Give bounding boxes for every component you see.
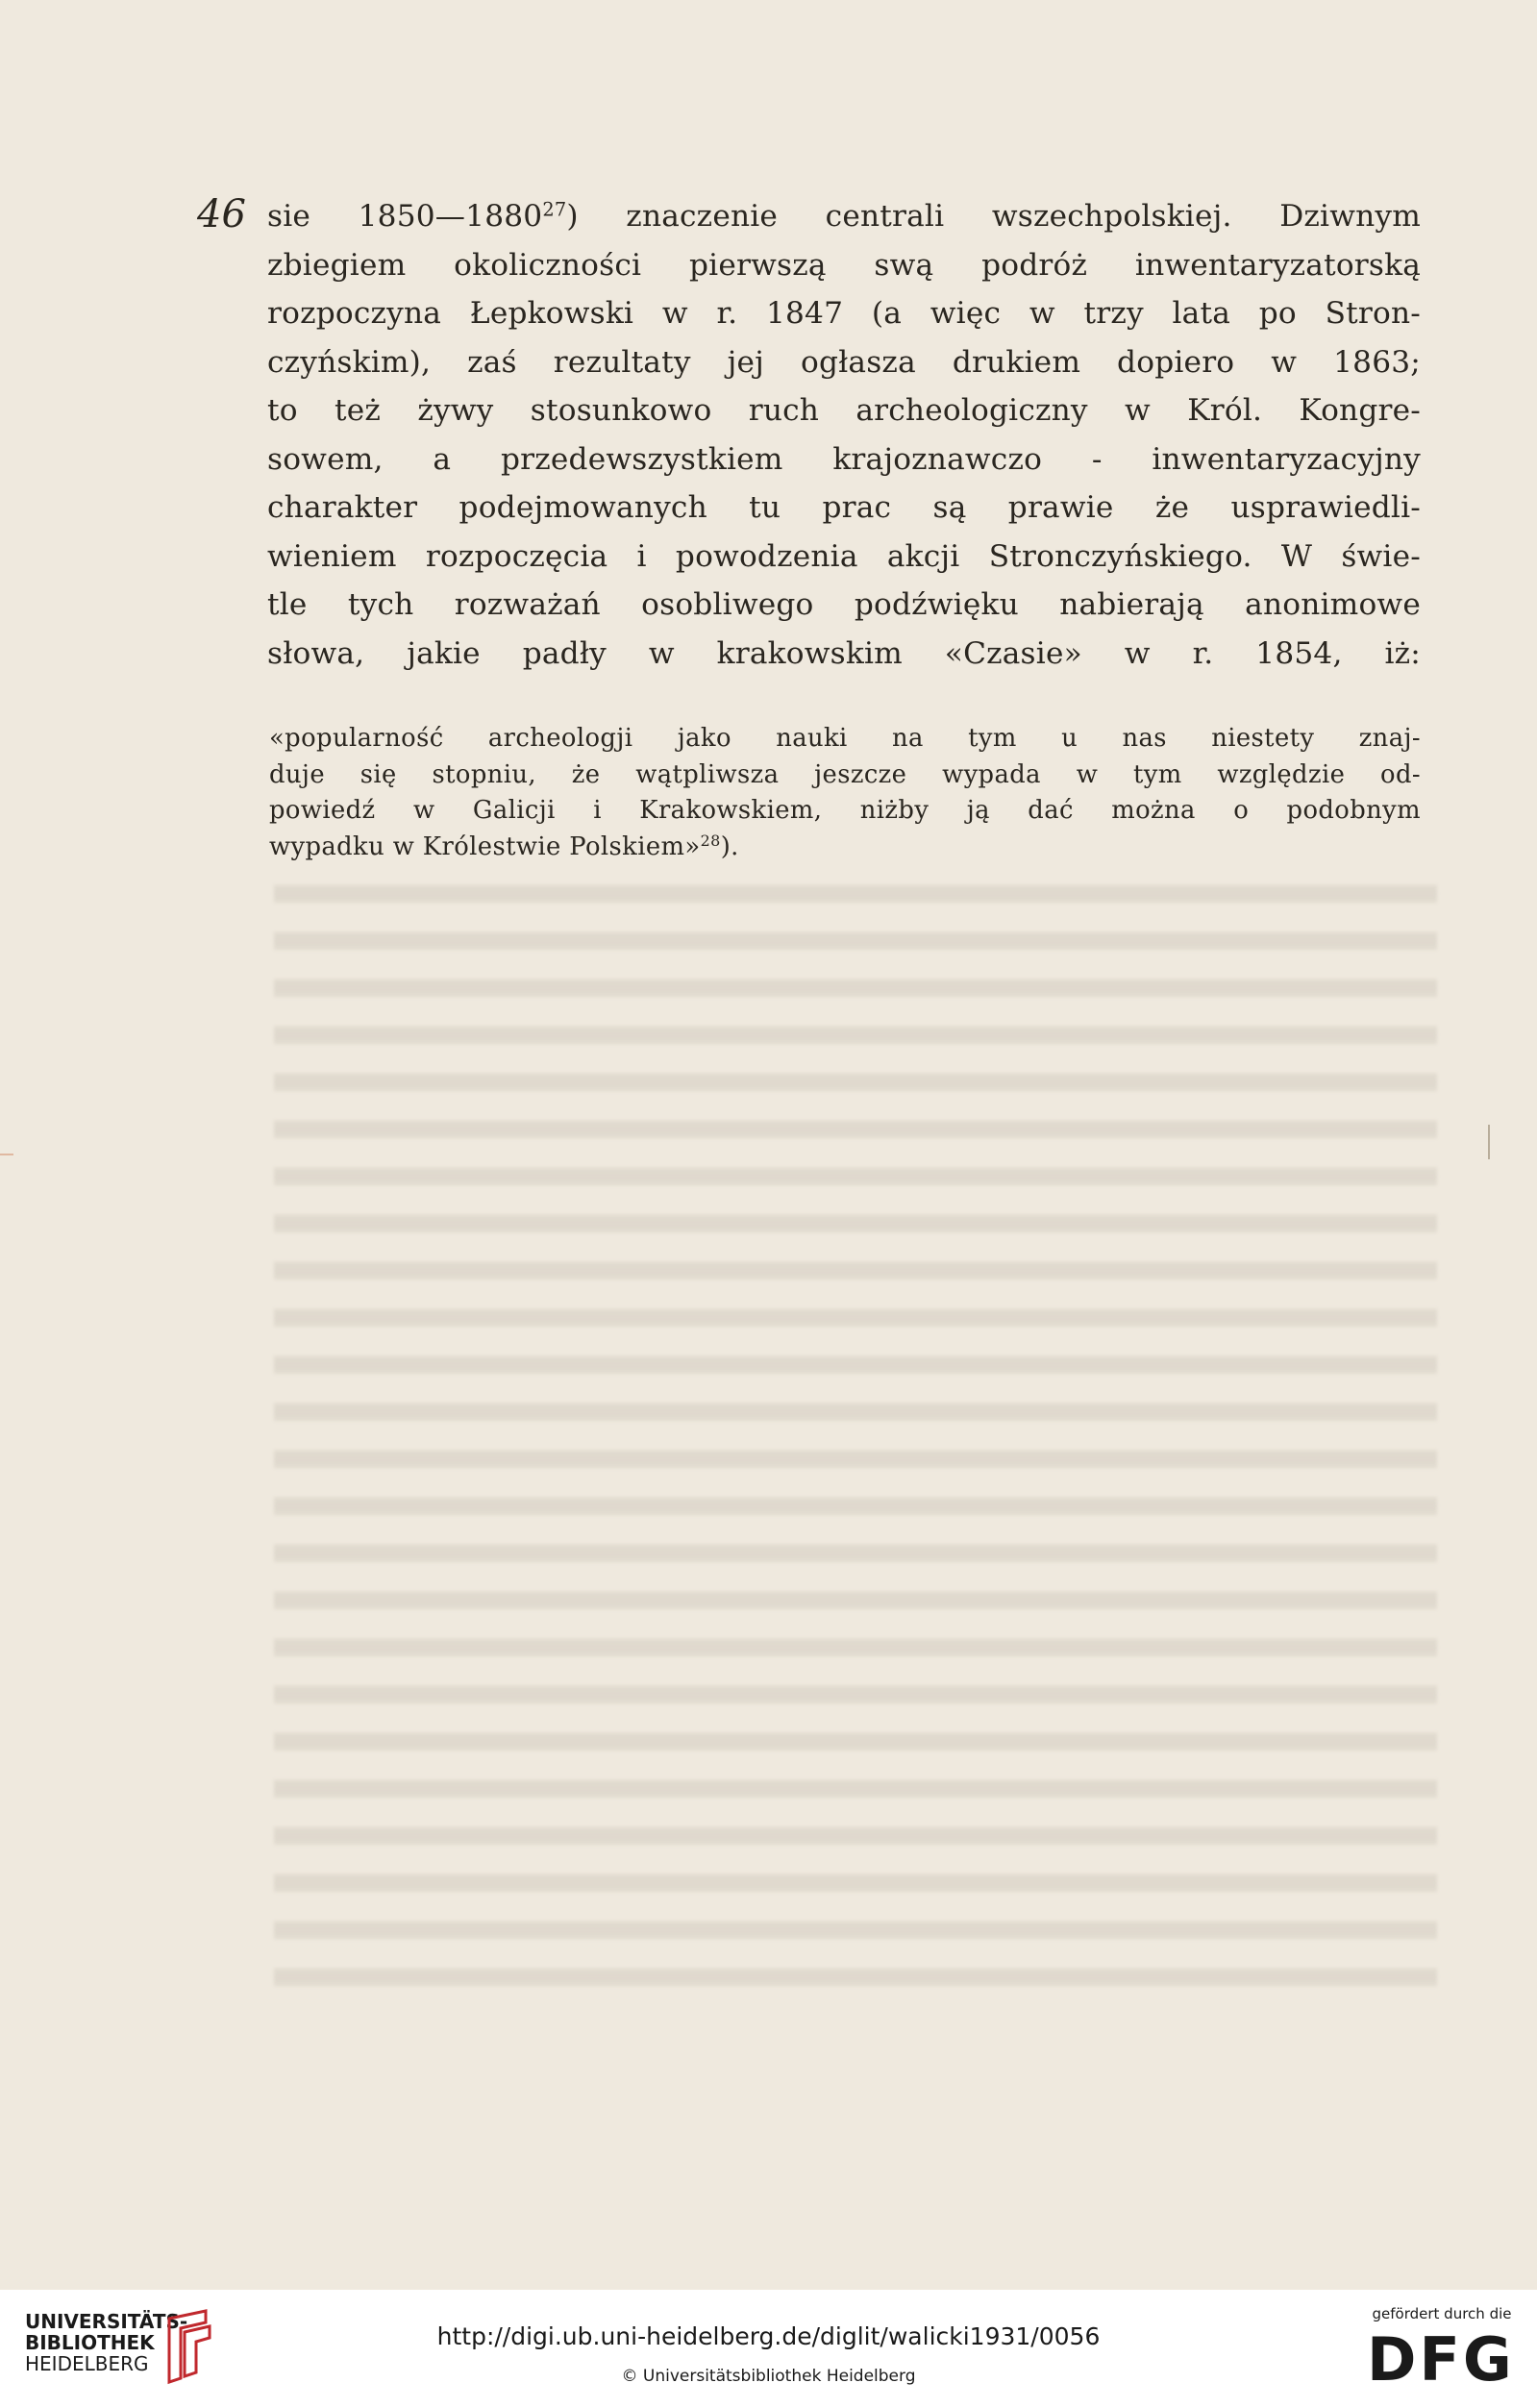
- body-line: to też żywy stosunkowo ruch archeologiczny w Król. Kongre-: [267, 393, 1421, 428]
- funding-caption: gefördert durch die: [1372, 2305, 1512, 2322]
- bleed-through-texture: [274, 865, 1437, 1990]
- body-line: rozpoczyna Łepkowski w r. 1847 (a więc w trzy lata po Stron-: [267, 296, 1421, 331]
- library-name-line: UNIVERSITÄTS-: [25, 2310, 188, 2333]
- body-line: zbiegiem okoliczności pierwszą swą podróż inwentaryzatorską: [267, 247, 1421, 283]
- quote-line-text: ).: [720, 832, 739, 861]
- quotation-block: [269, 721, 1421, 865]
- quote-line: «popularność archeologji jako nauki na tym u nas niestety znaj-: [269, 724, 1421, 753]
- body-line: czyńskim), zaś rezultaty jej ogłasza drukiem dopiero w 1863;: [267, 344, 1421, 380]
- body-paragraph: [267, 192, 1421, 678]
- library-name-line: HEIDELBERG: [25, 2352, 149, 2375]
- footer-bar: [0, 2290, 1537, 2408]
- quote-line: [269, 830, 1421, 866]
- footnote-ref[interactable]: 28: [700, 831, 721, 850]
- library-name-line: BIBLIOTHEK: [25, 2331, 155, 2354]
- dfg-logo: DFG: [1367, 2324, 1515, 2395]
- quote-line: powiedź w Galicji i Krakowskiem, niżby ją dać można o podobnym: [269, 796, 1421, 825]
- page-number: 46: [197, 192, 246, 236]
- quote-line-text: wypadku w Królestwie Polskiem»: [269, 832, 701, 861]
- body-line: wieniem rozpoczęcia i powodzenia akcji Stronczyńskiego. W świe-: [267, 538, 1421, 574]
- copyright-notice: © Universitätsbibliothek Heidelberg: [621, 2367, 916, 2386]
- body-line: tle tych rozważań osobliwego podźwięku nabierają anonimowe: [267, 587, 1421, 622]
- edge-mark: [0, 1154, 13, 1155]
- body-line: charakter podejmowanych tu prac są prawie że usprawiedli-: [267, 490, 1421, 525]
- quote-line: duje się stopniu, że wątpliwsza jeszcze wypada w tym względzie od-: [269, 759, 1421, 789]
- permalink-url[interactable]: http://digi.ub.uni-heidelberg.de/diglit/walicki1931/0056: [436, 2322, 1101, 2350]
- body-line-text: sie 1850—1880: [267, 199, 543, 234]
- footnote-ref[interactable]: 27: [542, 198, 567, 221]
- body-line: słowa, jakie padły w krakowskim «Czasie» w r. 1854, iż:: [267, 635, 1421, 671]
- body-line-text: ) znaczenie centrali wszechpolskiej. Dziwnym: [566, 199, 1421, 234]
- body-line: sowem, a przedewszystkiem krajoznawczo - inwentaryzacyjny: [267, 441, 1421, 477]
- body-line: [267, 192, 1421, 241]
- page-mark: [1488, 1125, 1490, 1159]
